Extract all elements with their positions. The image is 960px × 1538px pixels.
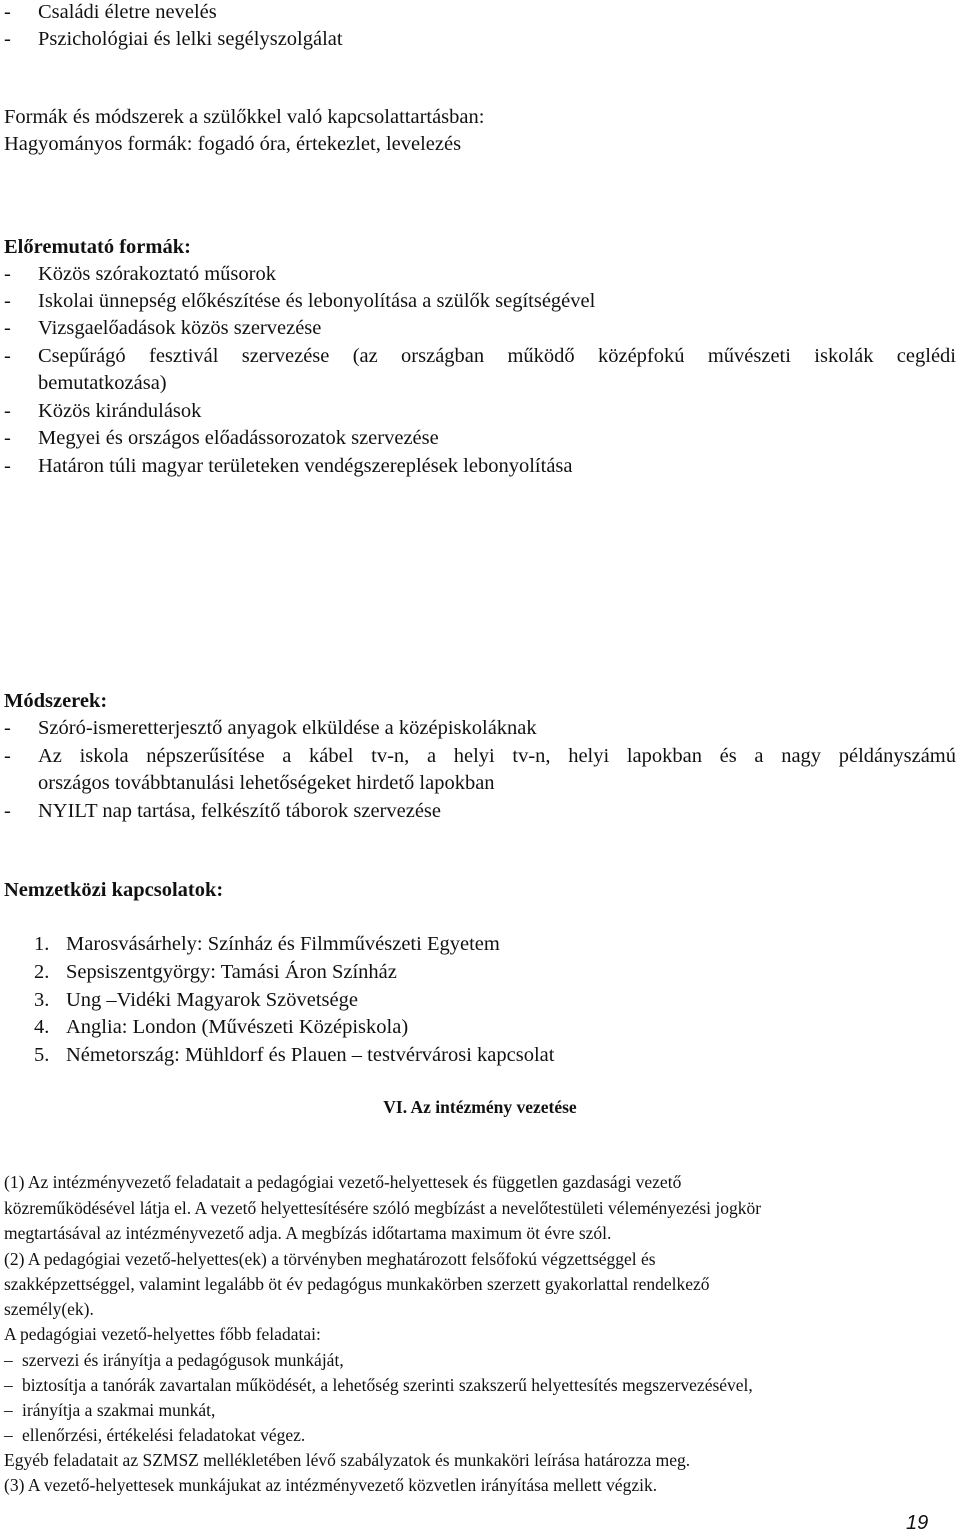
duty-item: biztosítja a tanórák zavartalan működését, a lehetőség szerinti szakszerű helyettesítés megszervezésével, <box>22 1375 753 1395</box>
international-heading: Nemzetközi kapcsolatok: <box>4 879 224 901</box>
list-item: Németország: Mühldorf és Plauen – testvérvárosi kapcsolat <box>66 1044 555 1066</box>
list-item: Határon túli magyar területeken vendégszereplések lebonyolítása <box>38 455 573 477</box>
list-number: 3. <box>34 989 50 1011</box>
list-dash: - <box>4 263 11 285</box>
list-dash: - <box>4 317 11 339</box>
duty-item: szervezi és irányítja a pedagógusok munkáját, <box>22 1350 344 1370</box>
list-dash: - <box>4 400 11 422</box>
list-dash: - <box>4 427 11 449</box>
list-dash: – <box>4 1350 13 1370</box>
list-dash: - <box>4 745 11 767</box>
list-item: Közös kirándulások <box>38 400 202 422</box>
paragraph-line: megtartásával az intézményvezető adja. A megbízás időtartama maximum öt évre szól. <box>4 1223 612 1243</box>
forms-intro-line: Hagyományos formák: fogadó óra, értekezlet, levelezés <box>4 133 462 155</box>
list-item: Közös szórakoztató műsorok <box>38 263 276 285</box>
paragraph-line: Egyéb feladatait az SZMSZ mellékletében lévő szabályzatok és munkaköri leírása határozza meg. <box>4 1450 691 1470</box>
list-item: Csepűrágó fesztivál szervezése (az országban működő középfokú művészeti iskolák ceglédi <box>38 345 956 367</box>
list-item: Anglia: London (Művészeti Középiskola) <box>66 1016 409 1038</box>
list-dash: - <box>4 290 11 312</box>
list-dash: - <box>4 800 11 822</box>
forms-intro-line: Formák és módszerek a szülőkkel való kapcsolattartásban: <box>4 106 485 128</box>
list-item: Marosvásárhely: Színház és Filmművészeti Egyetem <box>66 933 500 955</box>
list-dash: – <box>4 1400 13 1420</box>
list-item: Ung –Vidéki Magyarok Szövetsége <box>66 989 358 1011</box>
methods-heading: Módszerek: <box>4 690 108 712</box>
list-item: Iskolai ünnepség előkészítése és lebonyolítása a szülők segítségével <box>38 290 596 312</box>
list-number: 4. <box>34 1016 50 1038</box>
section-title: VI. Az intézmény vezetése <box>383 1097 577 1117</box>
paragraph-line: szakképzettséggel, valamint legalább öt év pedagógus munkakörben szerzett gyakorlattal rendelkező <box>4 1274 710 1294</box>
list-item: NYILT nap tartása, felkészítő táborok szervezése <box>38 800 442 822</box>
paragraph-line: (2) A pedagógiai vezető-helyettes(ek) a törvényben meghatározott felsőfokú végzettséggel és <box>4 1249 656 1269</box>
paragraph-line: személy(ek). <box>4 1299 94 1319</box>
progressive-heading: Előremutató formák: <box>4 236 191 258</box>
list-number: 2. <box>34 961 50 983</box>
list-dash: - <box>4 28 11 50</box>
list-number: 5. <box>34 1044 50 1066</box>
paragraph-line: közreműködésével látja el. A vezető helyettesítésére szóló megbízást a nevelőtestületi véleményezési jogkör <box>4 1198 762 1218</box>
list-item-continuation: országos továbbtanulási lehetőségeket hirdető lapokban <box>38 772 495 794</box>
list-dash: - <box>4 717 11 739</box>
duty-item: ellenőrzési, értékelési feladatokat végez. <box>22 1425 306 1445</box>
paragraph-line: A pedagógiai vezető-helyettes főbb feladatai: <box>4 1324 321 1344</box>
paragraph-line: (1) Az intézményvezető feladatait a pedagógiai vezető-helyettesek és független gazdasági vezető <box>4 1172 682 1192</box>
list-item: Vizsgaelőadások közös szervezése <box>38 317 322 339</box>
list-dash: – <box>4 1425 13 1445</box>
list-item-continuation: bemutatkozása) <box>38 372 167 394</box>
list-dash: – <box>4 1375 13 1395</box>
list-item: Pszichológiai és lelki segélyszolgálat <box>38 28 343 50</box>
list-number: 1. <box>34 933 50 955</box>
list-dash: - <box>4 455 11 477</box>
duty-item: irányítja a szakmai munkát, <box>22 1400 216 1420</box>
list-dash: - <box>4 345 11 367</box>
page-number: 19 <box>906 1512 929 1534</box>
list-item: Családi életre nevelés <box>38 1 217 23</box>
list-item: Megyei és országos előadássorozatok szervezése <box>38 427 439 449</box>
list-dash: - <box>4 1 11 23</box>
list-item: Szóró-ismeretterjesztő anyagok elküldése a középiskoláknak <box>38 717 537 739</box>
list-item: Az iskola népszerűsítése a kábel tv-n, a helyi tv-n, helyi lapokban és a nagy példányszámú <box>38 745 956 767</box>
list-item: Sepsiszentgyörgy: Tamási Áron Színház <box>66 961 397 983</box>
paragraph-line: (3) A vezető-helyettesek munkájukat az intézményvezető közvetlen irányítása mellett végzik. <box>4 1475 658 1495</box>
